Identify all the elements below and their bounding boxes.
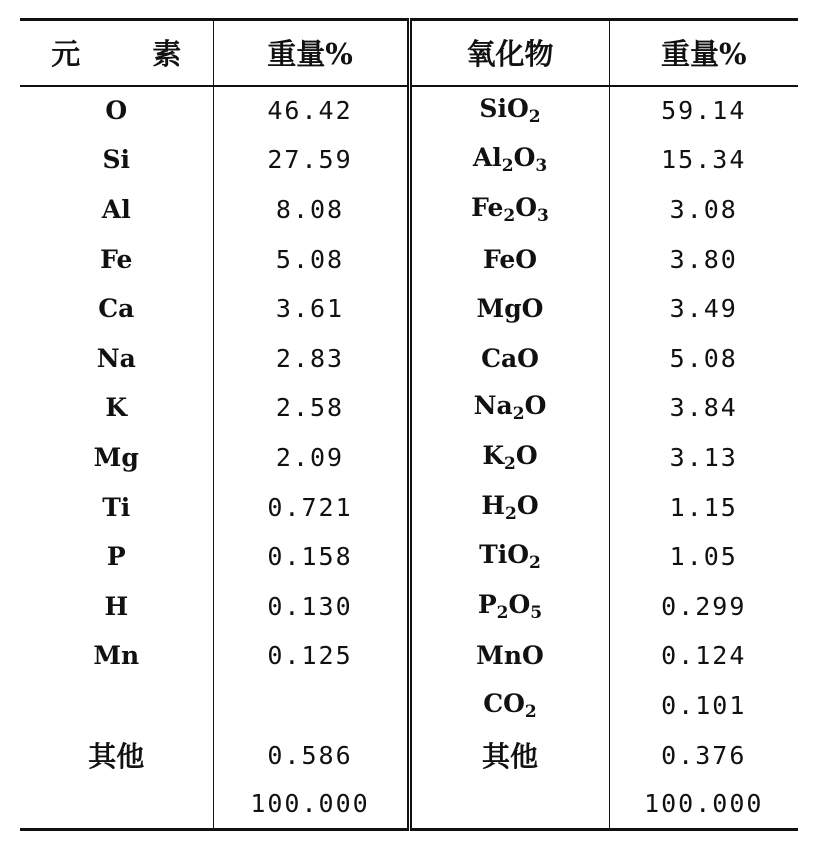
composition-table bbox=[20, 18, 798, 831]
oxide-weight-cell: 1.05 bbox=[609, 532, 798, 582]
element-cell: P bbox=[106, 542, 126, 572]
element-cell bbox=[20, 780, 213, 830]
oxide-cell bbox=[409, 532, 609, 582]
element-cell bbox=[20, 681, 213, 731]
oxide-cell bbox=[409, 185, 609, 235]
element-weight-cell: 0.158 bbox=[213, 532, 409, 582]
table-row bbox=[20, 681, 798, 731]
oxide-formula-part: Al bbox=[472, 143, 502, 173]
oxide-formula-part: O bbox=[524, 391, 547, 421]
element-weight-cell: 8.08 bbox=[213, 185, 409, 235]
oxide-weight-cell: 3.80 bbox=[609, 234, 798, 284]
table-row bbox=[20, 780, 798, 830]
oxide-cell bbox=[409, 631, 609, 681]
table-row bbox=[20, 86, 798, 136]
element-cell: 其他 bbox=[88, 740, 145, 774]
header-element-char-1: 元 bbox=[51, 37, 81, 72]
oxide-weight-cell: 3.49 bbox=[609, 284, 798, 334]
oxide-formula-part: Na bbox=[473, 391, 513, 421]
table-row bbox=[20, 730, 798, 780]
element-weight-cell: 3.61 bbox=[213, 284, 409, 334]
oxide-weight-cell: 3.08 bbox=[609, 185, 798, 235]
table-row bbox=[20, 532, 798, 582]
element-weight-cell: 100.000 bbox=[213, 780, 409, 830]
table-row bbox=[20, 284, 798, 334]
oxide-formula-part: O bbox=[506, 94, 529, 124]
oxide-formula-part: MnO bbox=[476, 641, 544, 671]
oxide-formula-subscript: 2 bbox=[528, 107, 541, 128]
oxide-formula-part: O bbox=[515, 192, 538, 222]
table-row bbox=[20, 234, 798, 284]
oxide-formula-part: K bbox=[482, 440, 505, 470]
oxide-cell bbox=[409, 284, 609, 334]
header-element-weight: 重量% bbox=[213, 20, 409, 86]
element-weight-cell: 27.59 bbox=[213, 135, 409, 185]
oxide-formula-subscript: 2 bbox=[503, 205, 516, 226]
oxide-formula-subscript: 2 bbox=[505, 503, 517, 524]
oxide-formula-part: TiO bbox=[479, 540, 530, 570]
oxide-formula-subscript: 2 bbox=[501, 156, 514, 177]
oxide-formula-part: H bbox=[481, 490, 505, 520]
table-row bbox=[20, 581, 798, 631]
oxide-weight-cell: 1.15 bbox=[609, 482, 798, 532]
oxide-formula-part: O bbox=[516, 490, 539, 520]
element-cell: H bbox=[104, 591, 129, 621]
oxide-weight-cell: 5.08 bbox=[609, 333, 798, 383]
element-cell: Al bbox=[101, 194, 131, 224]
oxide-formula-part: Si bbox=[479, 94, 507, 124]
oxide-formula-subscript: 3 bbox=[537, 205, 549, 226]
oxide-cell bbox=[409, 86, 609, 136]
table-row bbox=[20, 631, 798, 681]
oxide-formula-part: P bbox=[477, 589, 497, 619]
element-cell: Mg bbox=[93, 442, 139, 472]
oxide-formula-part: CaO bbox=[481, 343, 539, 373]
oxide-cell bbox=[409, 581, 609, 631]
element-weight-cell: 0.125 bbox=[213, 631, 409, 681]
element-cell: Ca bbox=[98, 294, 135, 324]
oxide-weight-cell: 0.299 bbox=[609, 581, 798, 631]
oxide-formula-part: FeO bbox=[482, 244, 538, 274]
element-cell: Fe bbox=[100, 244, 133, 274]
oxide-formula-subscript: 2 bbox=[524, 701, 537, 722]
oxide-cell bbox=[409, 730, 609, 780]
oxide-formula-subscript: 2 bbox=[529, 553, 541, 574]
oxide-cell bbox=[409, 433, 609, 483]
table-row bbox=[20, 433, 798, 483]
element-cell: Ti bbox=[102, 492, 131, 522]
table-row bbox=[20, 135, 798, 185]
element-cell: Si bbox=[102, 145, 131, 175]
table-header-row bbox=[20, 20, 798, 86]
oxide-weight-cell: 59.14 bbox=[609, 86, 798, 136]
oxide-cell bbox=[409, 383, 609, 433]
composition-table-wrapper bbox=[20, 18, 798, 831]
oxide-formula-part: O bbox=[513, 143, 536, 173]
oxide-formula-subscript: 2 bbox=[512, 404, 525, 425]
oxide-formula-subscript: 2 bbox=[504, 453, 516, 474]
element-weight-cell: 0.721 bbox=[213, 482, 409, 532]
oxide-formula-part: O bbox=[515, 440, 538, 470]
header-element bbox=[20, 20, 213, 86]
oxide-formula-part: MgO bbox=[476, 294, 544, 324]
oxide-cell bbox=[409, 482, 609, 532]
oxide-formula-part: CO bbox=[483, 688, 525, 718]
oxide-weight-cell: 100.000 bbox=[609, 780, 798, 830]
oxide-cell bbox=[409, 234, 609, 284]
table-row bbox=[20, 383, 798, 433]
oxide-cell bbox=[409, 681, 609, 731]
oxide-weight-cell: 0.124 bbox=[609, 631, 798, 681]
element-weight-cell: 2.83 bbox=[213, 333, 409, 383]
header-oxide: 氧化物 bbox=[409, 20, 609, 86]
oxide-cell bbox=[409, 780, 609, 830]
element-weight-cell: 2.58 bbox=[213, 383, 409, 433]
oxide-cell bbox=[409, 333, 609, 383]
oxide-formula-part: 其他 bbox=[481, 740, 538, 774]
oxide-formula-subscript: 5 bbox=[530, 602, 543, 623]
element-weight-cell: 46.42 bbox=[213, 86, 409, 136]
oxide-cell bbox=[409, 135, 609, 185]
oxide-formula-subscript: 3 bbox=[535, 156, 548, 177]
oxide-weight-cell: 3.13 bbox=[609, 433, 798, 483]
header-oxide-weight: 重量% bbox=[609, 20, 798, 86]
element-cell: Mn bbox=[93, 641, 140, 671]
oxide-formula-part: Fe bbox=[471, 192, 504, 222]
element-cell: O bbox=[105, 96, 128, 126]
element-weight-cell bbox=[213, 681, 409, 731]
element-weight-cell: 0.586 bbox=[213, 730, 409, 780]
oxide-weight-cell: 15.34 bbox=[609, 135, 798, 185]
oxide-weight-cell: 0.101 bbox=[609, 681, 798, 731]
table-row bbox=[20, 482, 798, 532]
oxide-formula-part: O bbox=[508, 589, 531, 619]
header-element-char-2: 素 bbox=[152, 37, 182, 72]
element-cell: K bbox=[105, 393, 128, 423]
oxide-weight-cell: 3.84 bbox=[609, 383, 798, 433]
table-row bbox=[20, 185, 798, 235]
oxide-weight-cell: 0.376 bbox=[609, 730, 798, 780]
table-row bbox=[20, 333, 798, 383]
element-cell: Na bbox=[96, 343, 136, 373]
element-weight-cell: 0.130 bbox=[213, 581, 409, 631]
table-body bbox=[20, 86, 798, 830]
element-weight-cell: 5.08 bbox=[213, 234, 409, 284]
oxide-formula-subscript: 2 bbox=[496, 602, 509, 623]
element-weight-cell: 2.09 bbox=[213, 433, 409, 483]
